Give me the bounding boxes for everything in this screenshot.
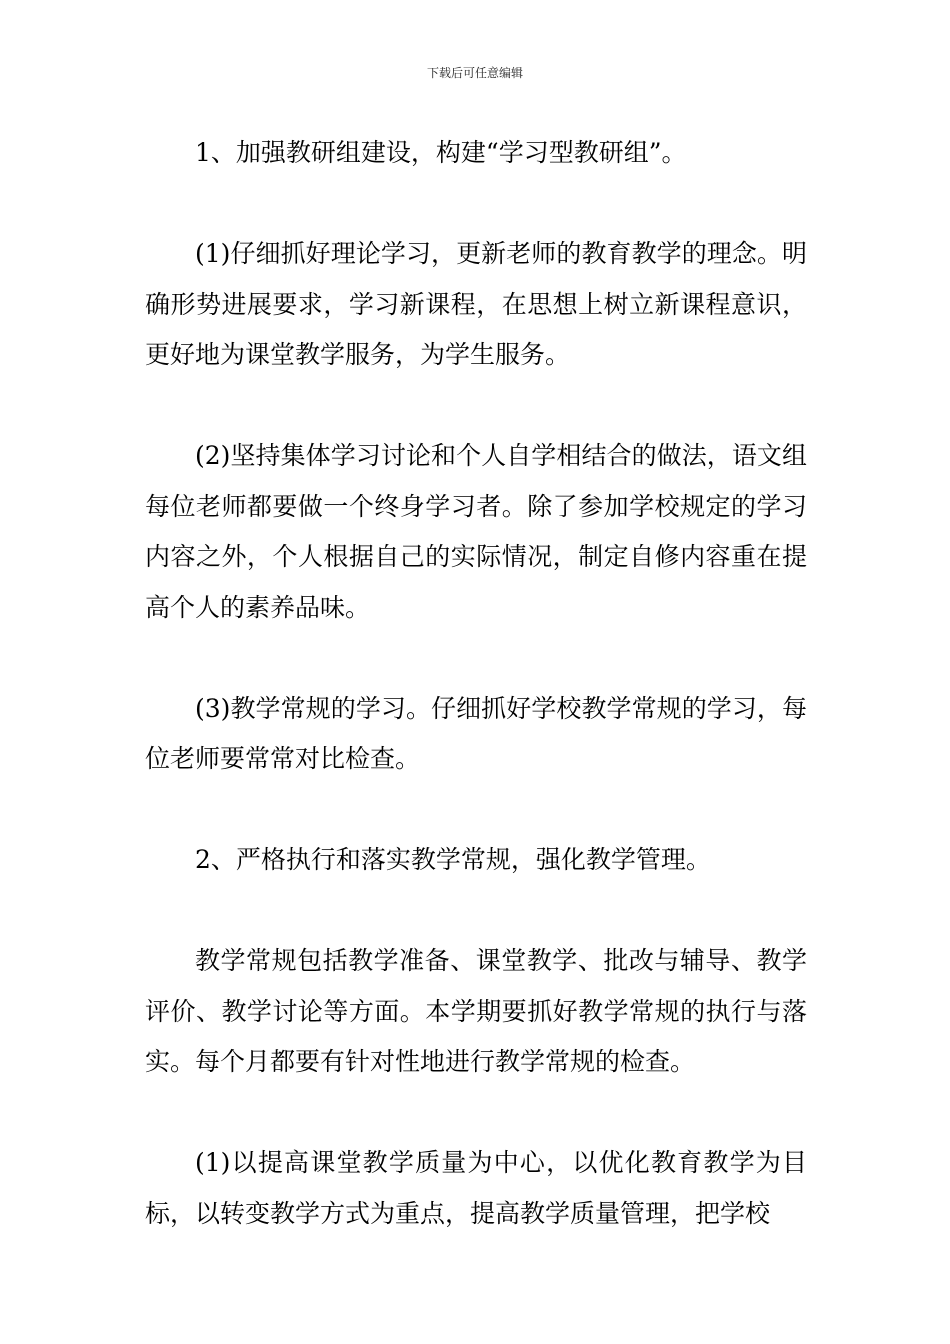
paragraph-gap bbox=[145, 179, 807, 230]
paragraph-gap bbox=[145, 633, 807, 684]
paragraph-gap bbox=[145, 381, 807, 432]
heading-1-strengthen-teaching-group: 1、加强教研组建设，构建“学习型教研组”。 bbox=[195, 138, 687, 167]
paragraph-gap bbox=[145, 1088, 807, 1139]
paragraph-routine-contents: 教学常规包括教学准备、课堂教学、批改与辅导、教学评价、教学讨论等方面。本学期要抓好教学常规的执行与落实。每个月都要有针对性地进行教学常规的检查。 bbox=[145, 946, 807, 1076]
page-header: 下载后可任意编辑 bbox=[426, 66, 523, 80]
heading-2-teaching-routine: 2、严格执行和落实教学常规，强化教学管理。 bbox=[195, 845, 711, 874]
paragraph-routine-study: (3)教学常规的学习。仔细抓好学校教学常规的学习，每位老师要常常对比检查。 bbox=[145, 693, 807, 773]
paragraph-classroom-quality: (1)以提高课堂教学质量为中心，以优化教育教学为目标，以转变教学方式为重点，提高教学质量管理，把学校 bbox=[145, 1148, 807, 1228]
paragraph-theory-study: (1)仔细抓好理论学习，更新老师的教育教学的理念。明确形势进展要求，学习新课程，在思想上树立新课程意识，更好地为课堂教学服务，为学生服务。 bbox=[145, 239, 807, 369]
document-body bbox=[145, 128, 807, 1239]
paragraph-collective-study: (2)坚持集体学习讨论和个人自学相结合的做法，语文组每位老师都要做一个终身学习者。除了参加学校规定的学习内容之外，个人根据自己的实际情况，制定自修内容重在提高个人的素养品味。 bbox=[145, 441, 807, 622]
paragraph-gap bbox=[145, 886, 807, 937]
paragraph-gap bbox=[145, 785, 807, 836]
